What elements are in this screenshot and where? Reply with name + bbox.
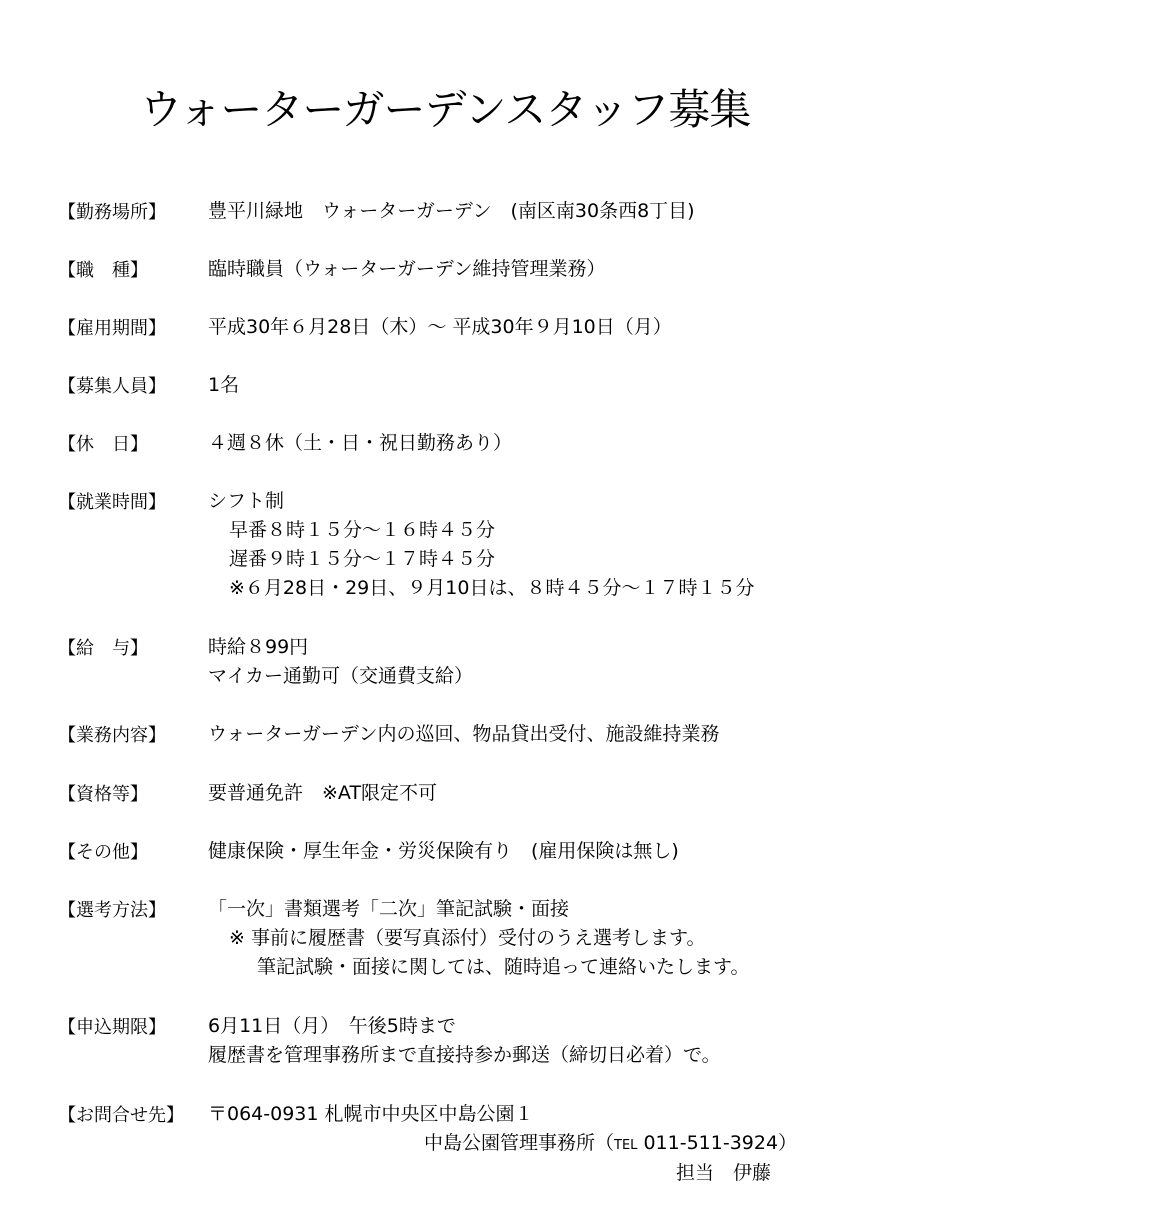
label-work-hours: 【就業時間】 <box>58 492 166 513</box>
label-qualifications: 【資格等】 <box>58 784 148 805</box>
value-salary-commute: マイカー通勤可（交通費支給） <box>208 665 474 687</box>
value-job-type: 臨時職員（ウォーターガーデン維持管理業務） <box>208 258 606 280</box>
label-contact: 【お問合せ先】 <box>58 1105 184 1126</box>
value-work-hours-shift: シフト制 <box>208 490 285 512</box>
value-duties: ウォーターガーデン内の巡回、物品貸出受付、施設維持業務 <box>208 723 720 745</box>
value-other: 健康保険・厚生年金・労災保険有り (雇用保険は無し) <box>208 840 679 862</box>
value-selection-steps: 「一次」書類選考「二次」筆記試験・面接 <box>208 898 570 920</box>
value-work-hours-note: ※６月28日・29日、９月10日は、８時４５分～１７時１５分 <box>229 577 755 599</box>
value-recruit-count: 1名 <box>208 374 240 396</box>
label-other: 【その他】 <box>58 842 148 863</box>
label-deadline: 【申込期限】 <box>58 1017 166 1038</box>
value-qualifications: 要普通免許 ※AT限定不可 <box>208 782 438 804</box>
contact-office-name: 中島公園管理事務所（ <box>424 1132 615 1154</box>
value-contact-office <box>424 1129 797 1160</box>
value-work-hours-early: 早番８時１５分～１６時４５分 <box>229 519 496 541</box>
value-contact-address: 〒064-0931 札幌市中央区中島公園１ <box>208 1103 534 1125</box>
value-employment-period: 平成30年６月28日（木）～ 平成30年９月10日（月） <box>208 316 672 338</box>
value-work-hours-late: 遅番９時１５分～１７時４５分 <box>229 548 496 570</box>
contact-tel-label: TEL <box>614 1138 638 1153</box>
label-duties: 【業務内容】 <box>58 725 166 746</box>
label-employment-period: 【雇用期間】 <box>58 318 166 339</box>
value-work-location: 豊平川緑地 ウォーターガーデン (南区南30条西8丁目) <box>208 200 695 222</box>
value-deadline-date: 6月11日（月） 午後5時まで <box>208 1015 456 1037</box>
label-salary: 【給 与】 <box>58 638 148 659</box>
value-selection-note: ※ 事前に履歴書（要写真添付）受付のうえ選考します。 <box>229 927 706 949</box>
value-holidays: ４週８休（土・日・祝日勤務あり） <box>208 432 513 454</box>
value-selection-contact-note: 筆記試験・面接に関しては、随時追って連絡いたします。 <box>257 956 750 978</box>
label-recruit-count: 【募集人員】 <box>58 376 166 397</box>
contact-phone-number: 011-511-3924） <box>637 1132 798 1154</box>
label-selection-method: 【選考方法】 <box>58 900 166 921</box>
value-contact-person: 担当 伊藤 <box>676 1162 772 1184</box>
label-holidays: 【休 日】 <box>58 434 148 455</box>
notice-title: ウォーターガーデンスタッフ募集 <box>140 85 751 134</box>
value-deadline-method: 履歴書を管理事務所まで直接持参か郵送（締切日必着）で。 <box>208 1044 721 1066</box>
value-salary-hourly: 時給８99円 <box>208 636 309 658</box>
label-work-location: 【勤務場所】 <box>58 202 166 223</box>
label-job-type: 【職 種】 <box>58 260 148 281</box>
